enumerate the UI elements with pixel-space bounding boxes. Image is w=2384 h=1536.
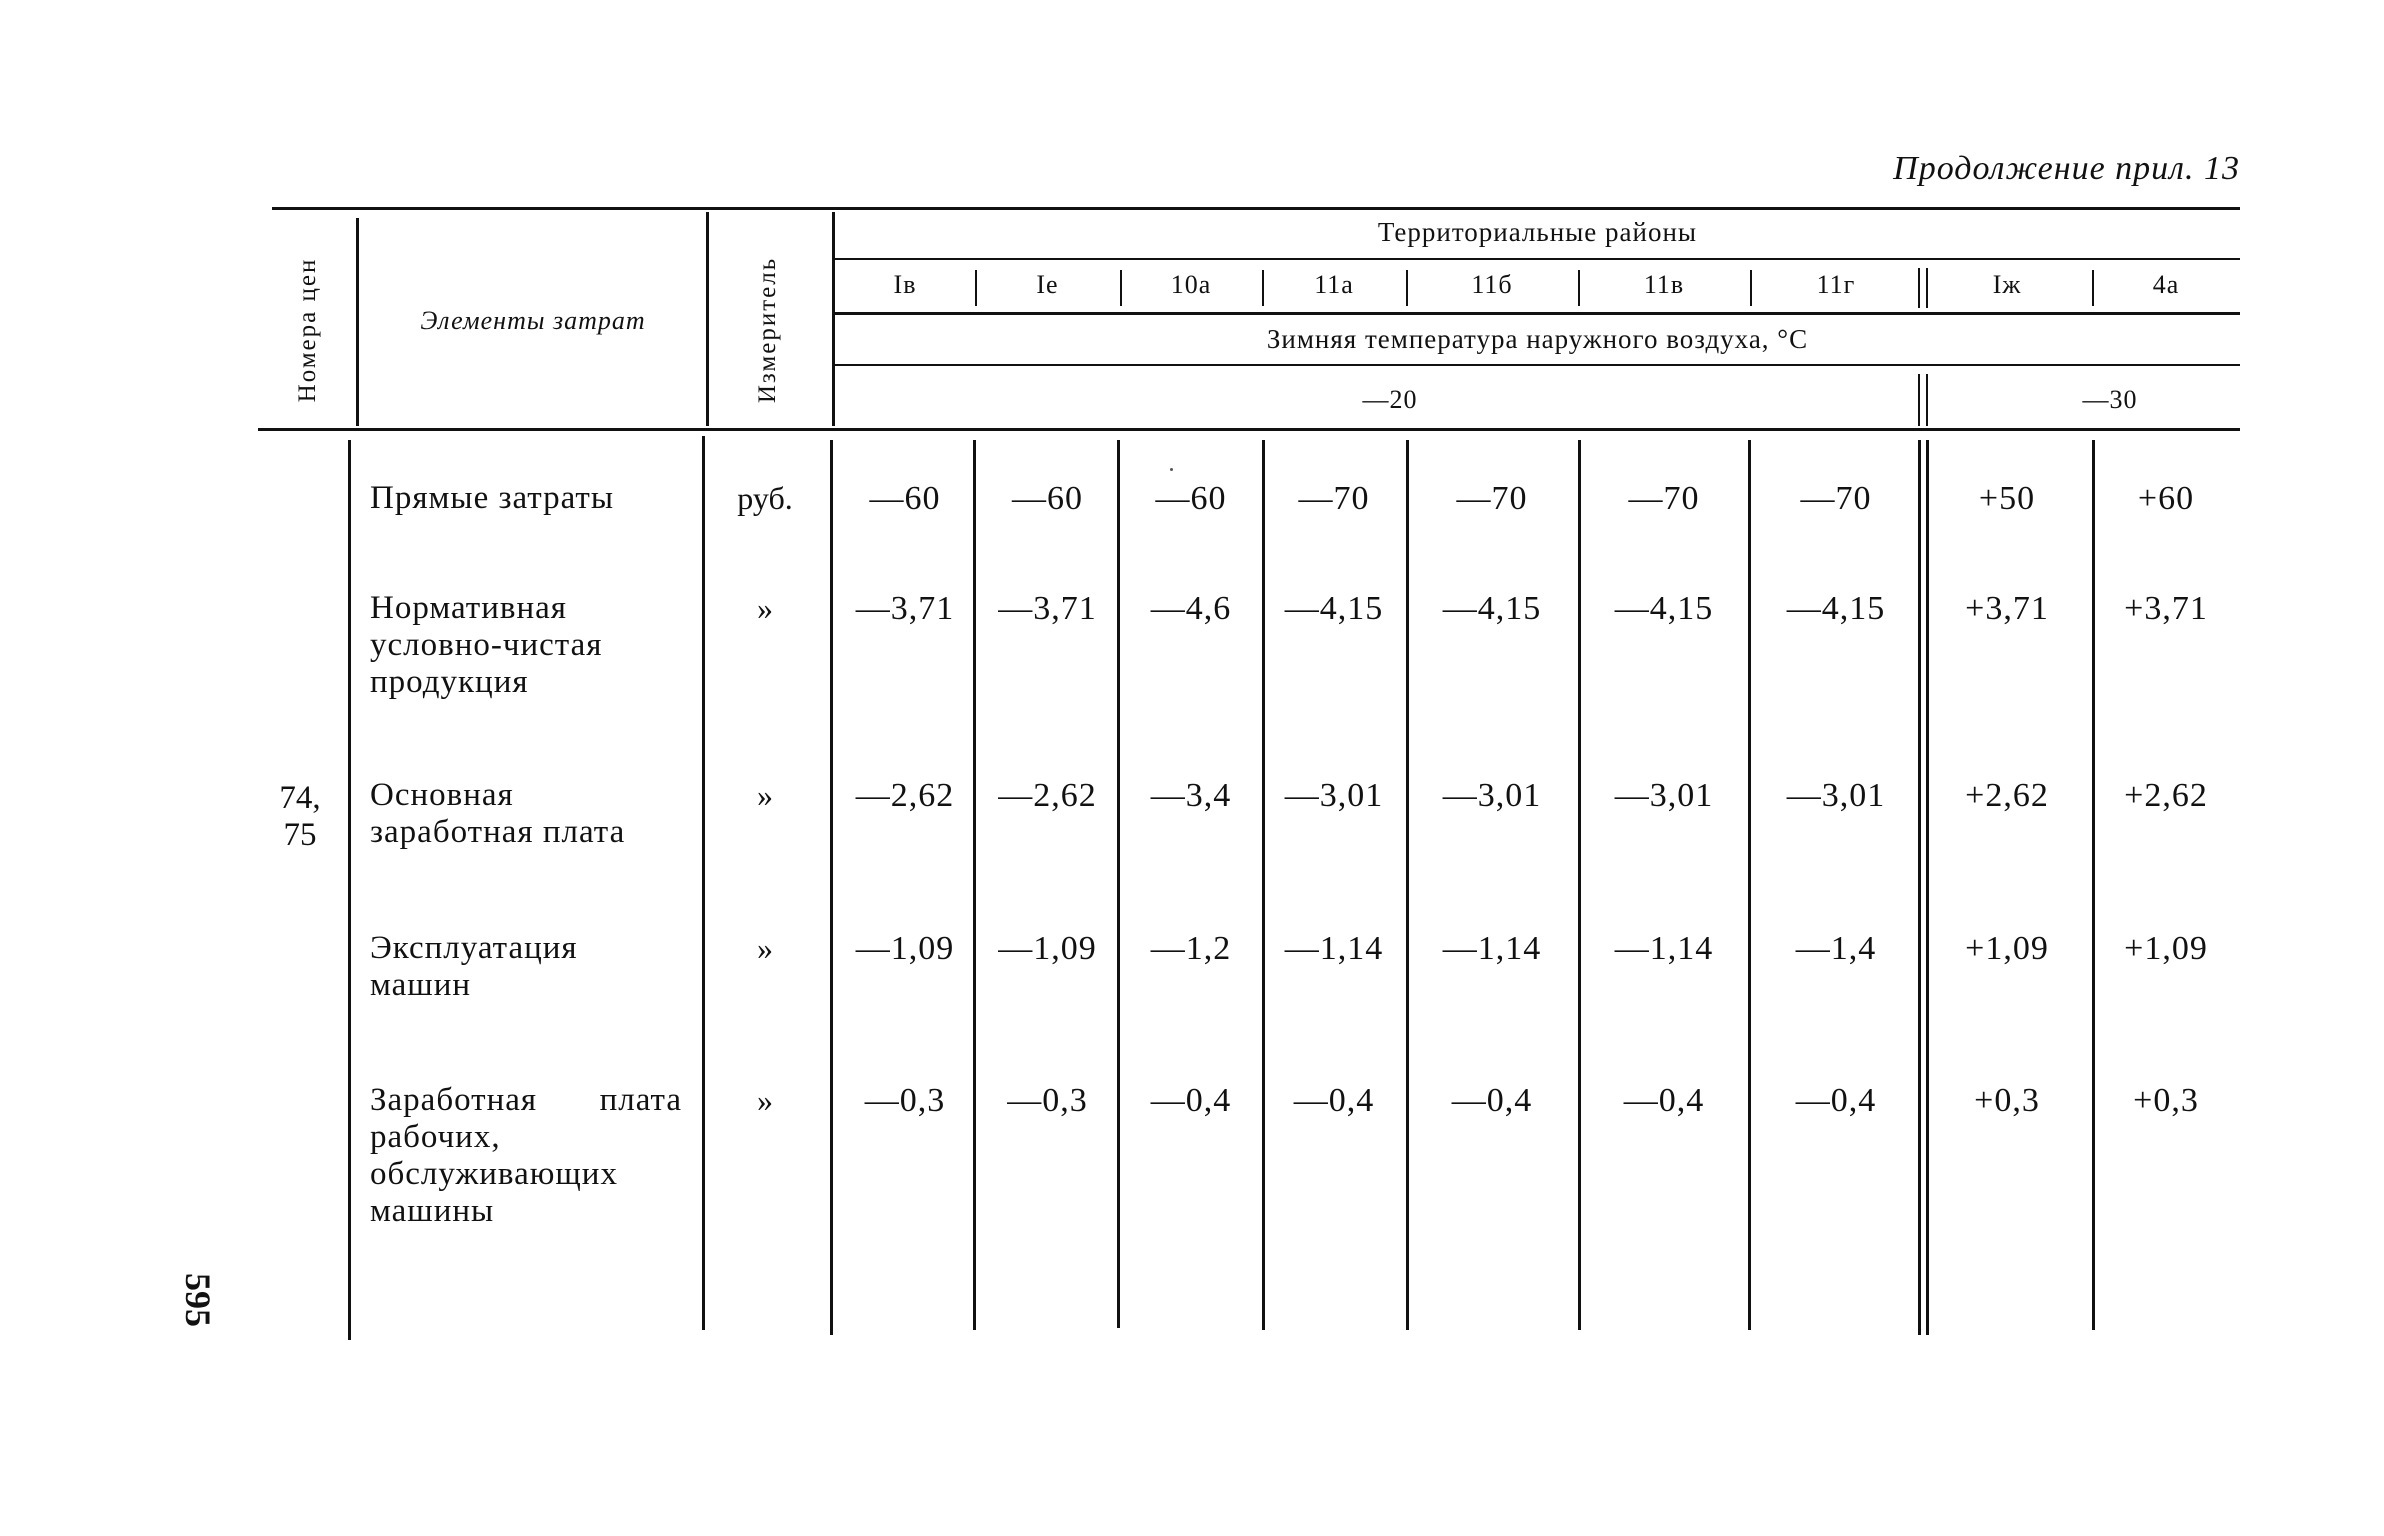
cost-element-label: Заработная плата рабочих, обслуживающих машины: [370, 1082, 682, 1229]
header-bottom-rule: [258, 428, 2240, 431]
header-price-numbers: Номера цен: [294, 257, 321, 403]
value-cell: +0,3: [2133, 1082, 2199, 1119]
value-cell: —2,62: [998, 777, 1097, 814]
value-cell: —3,71: [998, 590, 1097, 627]
value-cell: —4,15: [1284, 590, 1384, 627]
body-vline-7: [1406, 440, 1409, 1330]
body-vline-3: [830, 440, 833, 1335]
region-header-label: 11а: [1314, 270, 1354, 299]
header-cost-elements: Элементы затрат: [420, 306, 646, 335]
value-cell: —1,14: [1442, 930, 1542, 967]
value-cell: —0,4: [1795, 1082, 1877, 1119]
value-cell: —1,09: [855, 930, 955, 967]
region-header-label: 10а: [1170, 270, 1212, 299]
cost-element-label: Нормативная условно-чистая продукция: [370, 590, 603, 700]
value-cell: —70: [1456, 480, 1528, 517]
continuation-title: Продолжение прил. 13: [1893, 150, 2240, 187]
value-cell: —3,71: [855, 590, 955, 627]
body-vline-8: [1578, 440, 1581, 1330]
body-double-a: [1918, 440, 1921, 1335]
measure-cell: руб.: [737, 480, 793, 516]
header-temp-group-1: —20: [1362, 385, 1418, 414]
value-cell: —3,01: [1284, 777, 1384, 814]
speck: [1170, 468, 1173, 471]
value-cell: —0,3: [1007, 1082, 1088, 1119]
cost-element-label: Основная заработная плата: [370, 777, 626, 850]
body-vline-5: [1117, 440, 1120, 1328]
value-cell: —3,01: [1614, 777, 1714, 814]
header-temp-double-b: [1926, 374, 1928, 426]
value-cell: +1,09: [1965, 930, 2049, 967]
region-header-label: 11г: [1816, 270, 1856, 299]
region-header-label: 11б: [1471, 270, 1513, 299]
region-header-label: Iе: [1036, 270, 1059, 299]
value-cell: —0,4: [1451, 1082, 1533, 1119]
value-cell: +3,71: [1965, 590, 2049, 627]
table-top-rule: [272, 207, 2240, 210]
value-cell: —70: [1800, 480, 1872, 517]
value-cell: —70: [1298, 480, 1370, 517]
value-cell: —3,4: [1150, 777, 1232, 814]
value-cell: —4,15: [1614, 590, 1714, 627]
value-cell: —60: [1012, 480, 1083, 517]
value-cell: +60: [2137, 480, 2195, 517]
value-cell: —1,4: [1795, 930, 1877, 967]
value-cell: —0,3: [864, 1082, 946, 1119]
body-vline-4: [973, 440, 976, 1330]
page-number: 595: [178, 1273, 218, 1327]
value-cell: —3,01: [1442, 777, 1542, 814]
body-vline-2: [702, 436, 705, 1330]
value-cell: —1,09: [998, 930, 1097, 967]
value-cell: —2,62: [855, 777, 955, 814]
body-vline-9: [1748, 440, 1751, 1330]
value-cell: +2,62: [1965, 777, 2049, 814]
regions-top-rule: [835, 258, 2240, 260]
measure-cell: »: [757, 930, 773, 966]
value-cell: —1,2: [1150, 930, 1232, 967]
value-cell: +1,09: [2124, 930, 2208, 967]
value-cell: —4,15: [1442, 590, 1542, 627]
header-winter-temperature: Зимняя температура наружного воздуха, °С: [1266, 324, 1809, 354]
value-cell: +2,62: [2124, 777, 2208, 814]
cost-element-label: Эксплуатация машин: [370, 930, 578, 1003]
value-cell: +3,71: [2124, 590, 2208, 627]
header-vline-1: [356, 218, 359, 426]
header-temp-double-a: [1918, 374, 1920, 426]
cost-element-label: Прямые затраты: [370, 480, 615, 516]
header-territorial-regions: Территориальные районы: [1377, 217, 1698, 247]
value-cell: —60: [869, 480, 941, 517]
region-header-label: 4а: [2152, 270, 2180, 299]
header-vline-2: [706, 212, 709, 426]
body-vline-6: [1262, 440, 1265, 1330]
body-vline-1: [348, 440, 351, 1340]
value-cell: —3,01: [1786, 777, 1886, 814]
header-measure: Измеритель: [754, 256, 781, 404]
value-cell: —4,15: [1786, 590, 1886, 627]
value-cell: +50: [1978, 480, 2036, 517]
value-cell: —0,4: [1293, 1082, 1375, 1119]
value-cell: +0,3: [1974, 1082, 2040, 1119]
price-number-group: 74, 75: [279, 780, 321, 853]
body-double-b: [1926, 440, 1929, 1335]
measure-cell: »: [757, 590, 773, 626]
value-cell: —1,14: [1614, 930, 1714, 967]
value-cell: —60: [1155, 480, 1227, 517]
measure-cell: »: [757, 1082, 773, 1118]
regions-bottom-rule: [835, 312, 2240, 315]
value-cell: —0,4: [1623, 1082, 1705, 1119]
value-cell: —1,14: [1284, 930, 1384, 967]
region-header-label: 11в: [1643, 270, 1685, 299]
value-cell: —4,6: [1150, 590, 1232, 627]
region-header-label: Iж: [1992, 270, 2022, 299]
value-cell: —0,4: [1150, 1082, 1232, 1119]
header-temp-group-2: —30: [2082, 385, 2138, 414]
value-cell: —70: [1628, 480, 1700, 517]
body-vline-10: [2092, 440, 2095, 1330]
measure-cell: »: [757, 777, 773, 813]
region-header-label: Iв: [893, 270, 917, 299]
temperature-bottom-rule: [835, 364, 2240, 366]
